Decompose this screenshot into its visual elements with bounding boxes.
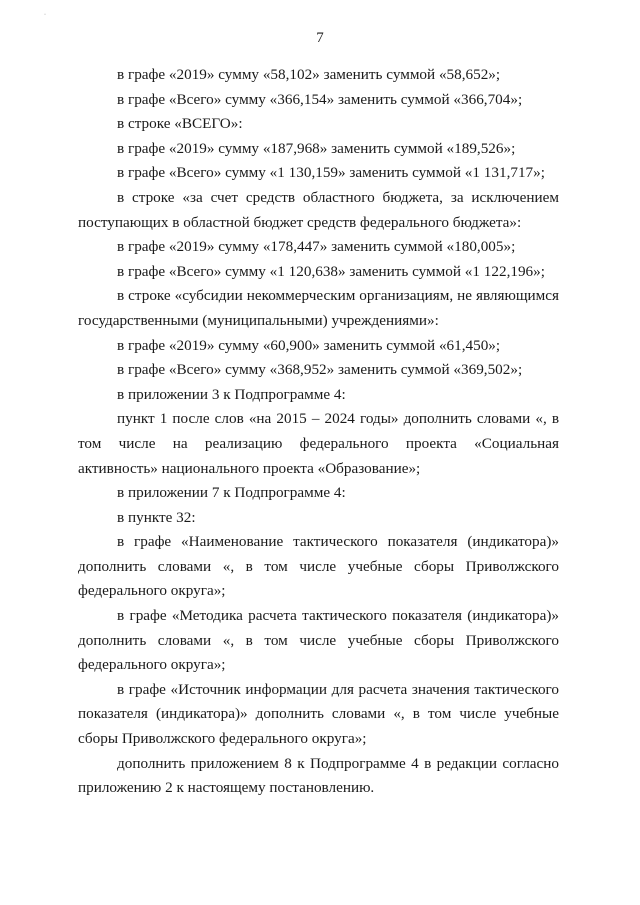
paragraph: в строке «субсидии некоммерческим организациям, не являющимся государственными (муниципальными) учреждениями»: (78, 287, 559, 329)
paragraph: в графе «Источник информации для расчета значения тактического показателя (индикатора)» дополнить словами «, в том числе учебные сборы Приволжского федерального округа»; (78, 680, 559, 748)
paragraph: в графе «Всего» сумму «368,952» заменить суммой «369,502»; (117, 361, 523, 379)
paragraph: пункт 1 после слов «на 2015 – 2024 годы» дополнить словами «, в том числе на реализацию федерального проекта «Социальная активность» национального проекта «Образование»; (78, 410, 559, 477)
paragraph: дополнить приложением 8 к Подпрограмме 4 в редакции согласно приложению 2 к настоящему постановлению. (78, 754, 559, 797)
paragraph: в пункте 32: (117, 508, 196, 526)
paragraph: в графе «Наименование тактического показателя (индикатора)» дополнить словами «, в том числе учебные сборы Приволжского федерального округа»; (78, 533, 559, 600)
page-number: 7 (316, 30, 324, 46)
paragraph: в графе «Всего» сумму «366,154» заменить суммой «366,704»; (117, 90, 523, 108)
paragraph: в графе «Всего» сумму «1 120,638» заменить суммой «1 122,196»; (117, 262, 545, 280)
paragraph: в графе «2019» сумму «60,900» заменить суммой «61,450»; (117, 336, 501, 354)
paragraph: в строке «ВСЕГО»: (117, 115, 243, 133)
paragraph: в графе «2019» сумму «178,447» заменить суммой «180,005»; (117, 238, 516, 256)
paragraph: в графе «2019» сумму «187,968» заменить суммой «189,526»; (117, 139, 516, 157)
paragraph: в графе «Методика расчета тактического показателя (индикатора)» дополнить словами «, в том числе учебные сборы Приволжского федерального округа»; (78, 607, 559, 674)
paragraph: в приложении 7 к Подпрограмме 4: (117, 484, 346, 502)
paragraph: в графе «Всего» сумму «1 130,159» заменить суммой «1 131,717»; (117, 164, 545, 182)
paragraph: в строке «за счет средств областного бюджета, за исключением поступающих в областной бюджет средств федерального бюджета»: (78, 188, 559, 231)
paragraph: в графе «2019» сумму «58,102» заменить суммой «58,652»; (117, 66, 501, 83)
document-body (78, 63, 559, 801)
corner-mark: · (44, 12, 46, 18)
paragraph: в приложении 3 к Подпрограмме 4: (117, 385, 346, 403)
